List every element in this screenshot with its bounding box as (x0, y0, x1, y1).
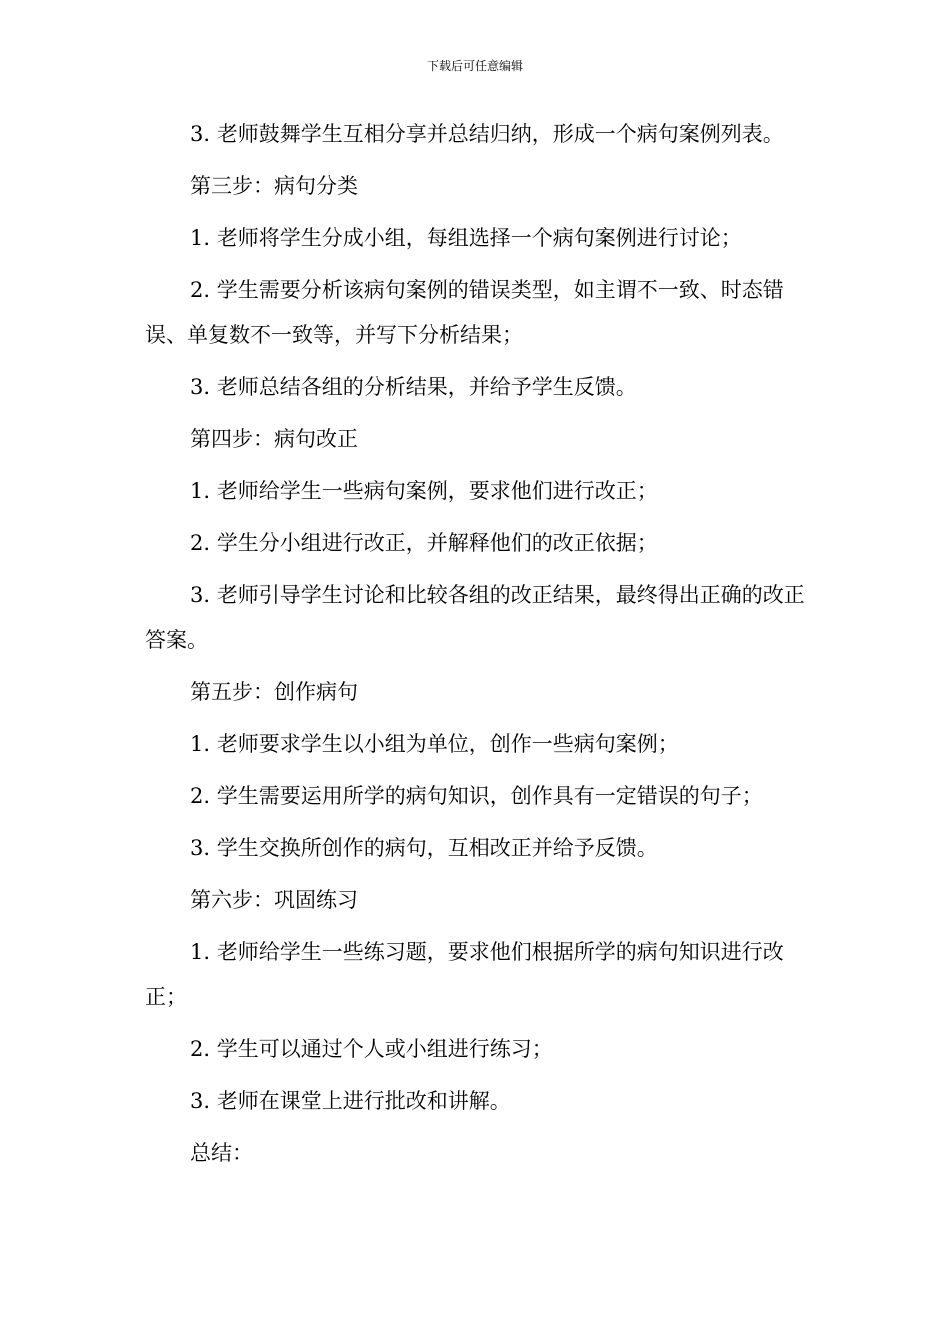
paragraph: 2. 学生需要运用所学的病句知识，创作具有一定错误的句子； (190, 784, 763, 808)
paragraph: 3. 老师总结各组的分析结果，并给予学生反馈。 (190, 375, 637, 399)
paragraph: 2. 学生需要分析该病句案例的错误类型，如主谓不一致、时态错误、单复数不一致等，并写下分析结果； (145, 278, 784, 347)
section-heading: 第四步：病句改正 (190, 427, 358, 451)
paragraph: 1. 老师给学生一些练习题，要求他们根据所学的病句知识进行改正； (145, 940, 784, 1009)
paragraph: 3. 老师引导学生讨论和比较各组的改正结果，最终得出正确的改正答案。 (145, 583, 805, 652)
paragraph: 3. 学生交换所创作的病句，互相改正并给予反馈。 (190, 836, 658, 860)
section-heading: 第六步：巩固练习 (190, 888, 358, 912)
paragraph: 1. 老师给学生一些病句案例，要求他们进行改正； (190, 479, 658, 503)
section-heading: 第三步：病句分类 (190, 174, 358, 198)
document-body (145, 112, 825, 1183)
paragraph: 2. 学生可以通过个人或小组进行练习； (190, 1037, 553, 1061)
paragraph: 2. 学生分小组进行改正，并解释他们的改正依据； (190, 531, 658, 555)
paragraph: 1. 老师要求学生以小组为单位，创作一些病句案例； (190, 732, 679, 756)
summary-heading: 总结： (190, 1141, 253, 1165)
paragraph: 3. 老师鼓舞学生互相分享并总结归纳，形成一个病句案例列表。 (190, 122, 784, 146)
paragraph: 1. 老师将学生分成小组，每组选择一个病句案例进行讨论； (190, 226, 742, 250)
page-header-note: 下载后可任意编辑 (426, 59, 523, 73)
paragraph: 3. 老师在课堂上进行批改和讲解。 (190, 1089, 511, 1113)
section-heading: 第五步：创作病句 (190, 680, 358, 704)
